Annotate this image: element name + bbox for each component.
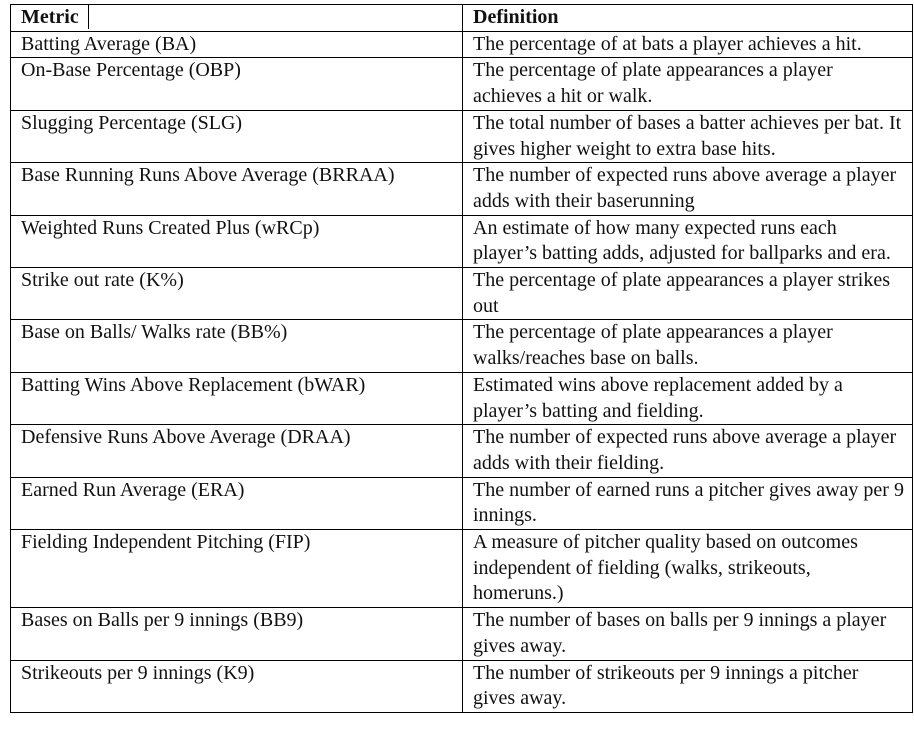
metrics-table-container [10,4,912,713]
metric-cell: Weighted Runs Created Plus (wRCp) [11,215,463,267]
definition-cell: A measure of pitcher quality based on outcomes independent of fielding (walks, strikeouts, homeruns.) [463,530,913,608]
table-row [11,215,913,267]
table-row [11,163,913,215]
definition-cell: The number of expected runs above average a player adds with their fielding. [463,425,913,477]
metric-cell: Bases on Balls per 9 innings (BB9) [11,608,463,660]
table-row [11,320,913,372]
table-row [11,425,913,477]
definition-cell: Estimated wins above replacement added by a player’s batting and fielding. [463,372,913,424]
definition-cell: The number of expected runs above average a player adds with their baserunning [463,163,913,215]
definition-cell: The percentage of plate appearances a player strikes out [463,268,913,320]
definition-cell: The percentage of plate appearances a player achieves a hit or walk. [463,58,913,110]
table-row [11,660,913,712]
table-row [11,477,913,529]
metric-column-header [11,5,463,32]
metric-header-label: Metric [21,6,79,28]
metrics-table [10,4,913,713]
metric-cell: Base Running Runs Above Average (BRRAA) [11,163,463,215]
definition-cell: The percentage of at bats a player achieves a hit. [463,31,913,58]
definition-cell: An estimate of how many expected runs each player’s batting adds, adjusted for ballparks and era. [463,215,913,267]
table-row [11,268,913,320]
metric-cell: Strike out rate (K%) [11,268,463,320]
definition-cell: The percentage of plate appearances a player walks/reaches base on balls. [463,320,913,372]
definition-cell: The number of earned runs a pitcher gives away per 9 innings. [463,477,913,529]
definition-column-header: Definition [463,5,913,32]
metric-cell: Earned Run Average (ERA) [11,477,463,529]
table-row [11,110,913,162]
table-row [11,530,913,608]
table-header-row [11,5,913,32]
metric-cell: On-Base Percentage (OBP) [11,58,463,110]
header-cell-box [11,5,89,29]
metric-cell: Base on Balls/ Walks rate (BB%) [11,320,463,372]
metric-cell: Fielding Independent Pitching (FIP) [11,530,463,608]
definition-cell: The number of strikeouts per 9 innings a pitcher gives away. [463,660,913,712]
metric-cell: Strikeouts per 9 innings (K9) [11,660,463,712]
definition-cell: The number of bases on balls per 9 innings a player gives away. [463,608,913,660]
metric-cell: Defensive Runs Above Average (DRAA) [11,425,463,477]
metric-cell: Batting Wins Above Replacement (bWAR) [11,372,463,424]
table-row [11,608,913,660]
metric-cell: Batting Average (BA) [11,31,463,58]
table-row [11,31,913,58]
metric-cell: Slugging Percentage (SLG) [11,110,463,162]
table-row [11,372,913,424]
definition-cell: The total number of bases a batter achieves per bat. It gives higher weight to extra base hits. [463,110,913,162]
table-row [11,58,913,110]
